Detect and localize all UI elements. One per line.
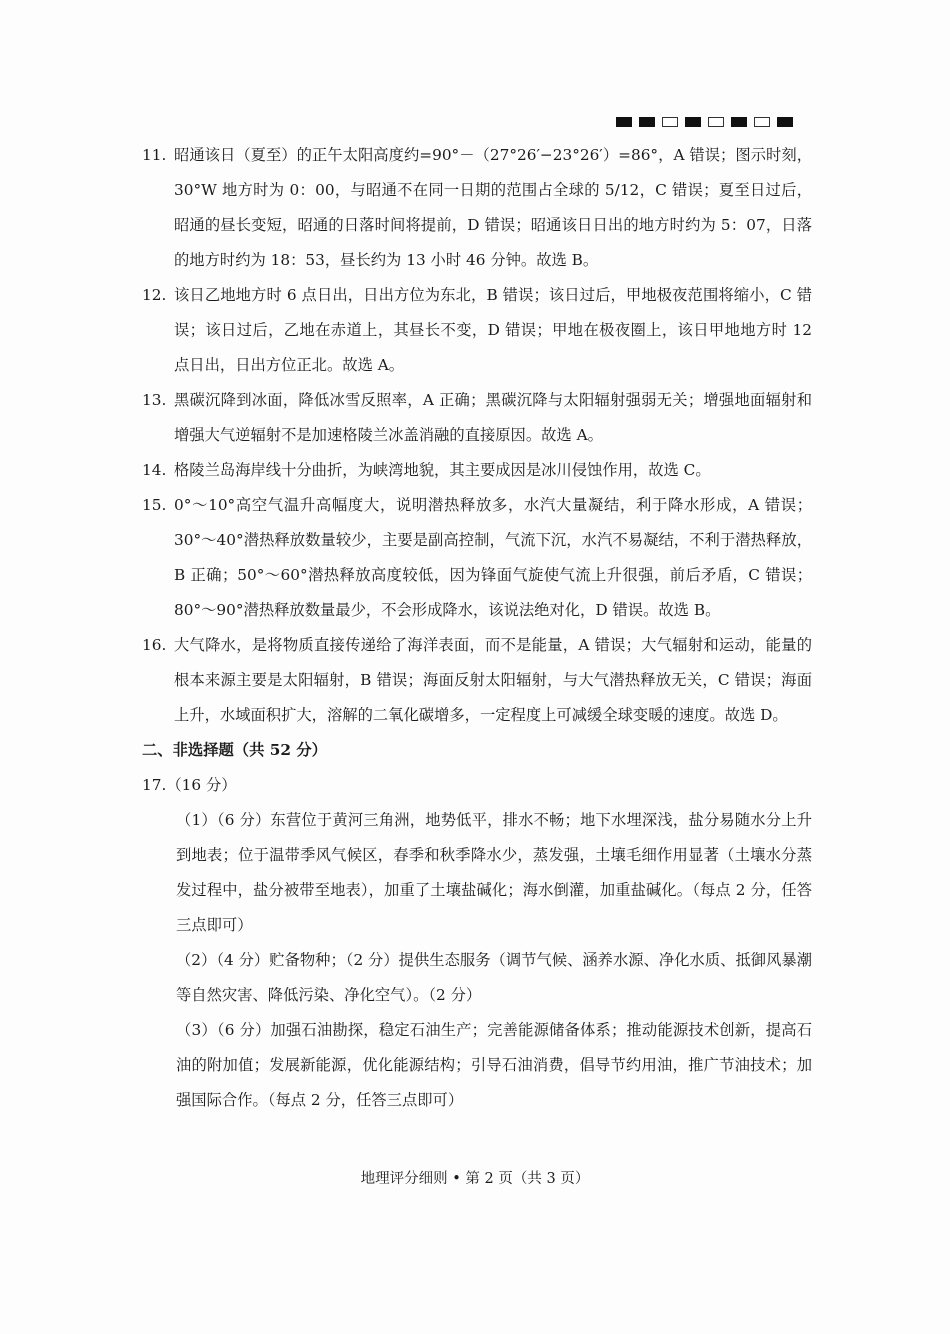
answer-text: 大气降水，是将物质直接传递给了海洋表面，而不是能量，A 错误；大气辐射和运动，能量的根本来源主要是太阳辐射，B 错误；海面反射太阳辐射，与大气潜热释放无关，C 错误；海面上升，水域面积扩大，溶解的二氧化碳增多，一定程度上可减缓全球变暖的速度。故选 D。 [174,636,812,724]
page-marker-empty [754,117,770,127]
answer-text: 格陵兰岛海岸线十分曲折，为峡湾地貌，其主要成因是冰川侵蚀作用，故选 C。 [174,461,711,479]
page-marker-filled [639,117,655,127]
answer-item-11 [142,138,812,278]
answer-item-13 [142,383,812,453]
answer-item-15 [142,488,812,628]
answer-text: 昭通该日（夏至）的正午太阳高度约=90°－（27°26′−23°26′）=86°，A 错误；图示时刻，30°W 地方时为 0：00，与昭通不在同一日期的范围占全球的 5/12，C 错误；夏至日过后，昭通的昼长变短，昭通的日落时间将提前，D 错误；昭通该日日出的地方时约为 5：07，日落的地方时约为 18：53，昼长约为 13 小时 46 分钟。故选 B。 [174,146,812,269]
page-marker-filled [731,117,747,127]
question-number: 12. [142,286,167,304]
question-number: 13. [142,391,167,409]
answer-text: 黑碳沉降到冰面，降低冰雪反照率，A 正确；黑碳沉降与太阳辐射强弱无关；增强地面辐射和增强大气逆辐射不是加速格陵兰冰盖消融的直接原因。故选 A。 [174,391,812,444]
page-marker-strip [616,117,793,127]
section-heading: 二、非选择题（共 52 分） [142,741,327,759]
question-17-header: 17.（16 分） [142,776,237,794]
page-marker-empty [708,117,724,127]
answer-item-12 [142,278,812,383]
answer-content [142,138,812,1118]
question-17-part-2: （2）（4 分）贮备物种；（2 分）提供生态服务（调节气候、涵养水源、净化水质、抵御风暴潮等自然灾害、降低污染、净化空气）。（2 分） [176,951,812,1004]
answer-text: 0°～10°高空气温升高幅度大，说明潜热释放多，水汽大量凝结，利于降水形成，A 错误；30°～40°潜热释放数量较少，主要是副高控制，气流下沉，水汽不易凝结，不利于潜热释放，B 正确；50°～60°潜热释放高度较低，因为锋面气旋使气流上升很强，前后矛盾，C 错误；80°～90°潜热释放数量最少，不会形成降水，该说法绝对化，D 错误。故选 B。 [174,496,812,619]
answer-item-16 [142,628,812,733]
answer-text: 该日乙地地方时 6 点日出，日出方位为东北，B 错误；该日过后，甲地极夜范围将缩小，C 错误；该日过后，乙地在赤道上，其昼长不变，D 错误；甲地在极夜圈上，该日甲地地方时 12 点日出，日出方位正北。故选 A。 [174,286,812,374]
page-marker-empty [662,117,678,127]
page-marker-filled [616,117,632,127]
question-17-part-3: （3）（6 分）加强石油勘探，稳定石油生产；完善能源储备体系；推动能源技术创新，提高石油的附加值；发展新能源，优化能源结构；引导石油消费，倡导节约用油，推广节油技术；加强国际合作。（每点 2 分，任答三点即可） [176,1021,812,1109]
question-number: 15. [142,496,167,514]
question-number: 11. [142,146,167,164]
page-marker-filled [777,117,793,127]
answer-item-14 [142,453,812,488]
page-footer: 地理评分细则 • 第 2 页（共 3 页） [360,1171,590,1187]
question-number: 16. [142,636,167,654]
page-marker-filled [685,117,701,127]
question-number: 14. [142,461,167,479]
question-17-part-1: （1）（6 分）东营位于黄河三角洲，地势低平，排水不畅；地下水埋深浅，盐分易随水分上升到地表；位于温带季风气候区，春季和秋季降水少，蒸发强，土壤毛细作用显著（土壤水分蒸发过程中，盐分被带至地表），加重了土壤盐碱化；海水倒灌，加重盐碱化。（每点 2 分，任答三点即可） [176,811,812,934]
